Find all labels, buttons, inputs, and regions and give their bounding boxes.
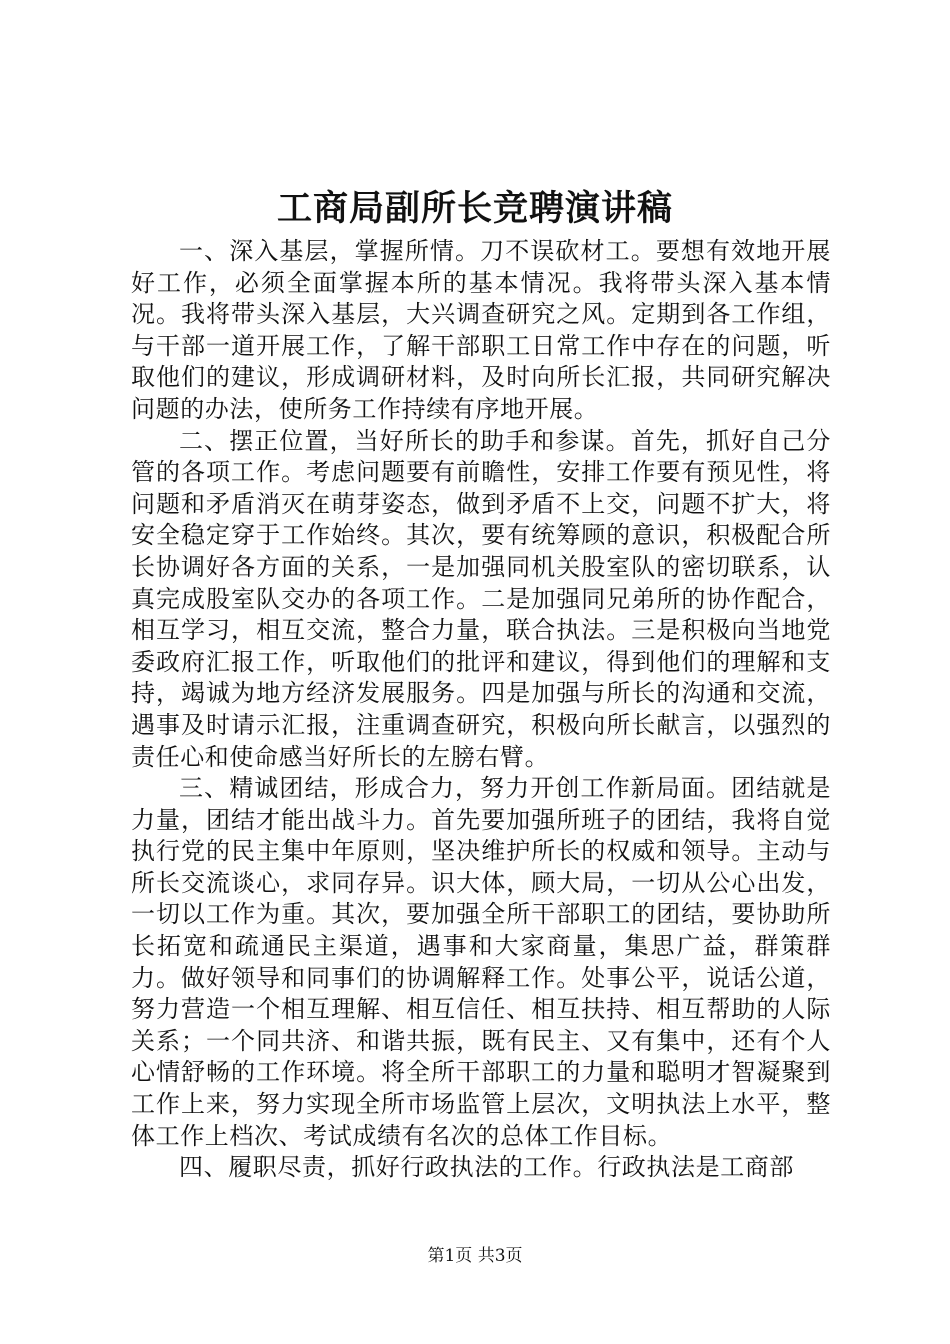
paragraph-1: 一、深入基层，掌握所情。刀不误砍材工。要想有效地开展好工作，必须全面掌握本所的基本情况。我将带头深入基本情况。我将带头深入基层，大兴调查研究之风。定期到各工作组，与干部一道开展工作，了解干部职工日常工作中存在的问题，听取他们的建议，形成调研材料，及时向所长汇报，共同研究解决问题的办法，使所务工作持续有序地开展。: [131, 237, 831, 423]
document-title: 工商局副所长竞聘演讲稿: [276, 188, 673, 229]
document-body: [131, 236, 831, 1184]
paragraph-4: 四、履职尽责，抓好行政执法的工作。行政执法是工商部: [179, 1153, 794, 1182]
paragraph-3: 三、精诚团结，形成合力，努力开创工作新局面。团结就是力量，团结才能出战斗力。首先要加强所班子的团结，我将自觉执行党的民主集中年原则，坚决维护所长的权威和领导。主动与所长交流谈心，求同存异。识大体，顾大局，一切从公心出发，一切以工作为重。其次，要加强全所干部职工的团结，要协助所长拓宽和疏通民主渠道，遇事和大家商量，集思广益，群策群力。做好领导和同事们的协调解释工作。处事公平，说话公道，努力营造一个相互理解、相互信任、相互扶持、相互帮助的人际关系；一个同共济、和谐共振，既有民主、又有集中，还有个人心情舒畅的工作环境。将全所干部职工的力量和聪明才智凝聚到工作上来，努力实现全所市场监管上层次，文明执法上水平，整体工作上档次、考试成绩有名次的总体工作目标。: [131, 774, 831, 1150]
page-number-footer: 第1页 共3页: [427, 1246, 523, 1266]
paragraph-2: 二、摆正位置，当好所长的助手和参谋。首先，抓好自己分管的各项工作。考虑问题要有前瞻性，安排工作要有预见性，将问题和矛盾消灭在萌芽姿态，做到矛盾不上交，问题不扩大，将安全稳定穿于工作始终。其次，要有统筹顾的意识，积极配合所长协调好各方面的关系，一是加强同机关股室队的密切联系，认真完成股室队交办的各项工作。二是加强同兄弟所的协作配合，相互学习，相互交流，整合力量，联合执法。三是积极向当地党委政府汇报工作，听取他们的批评和建议，得到他们的理解和支持，竭诚为地方经济发展服务。四是加强与所长的沟通和交流，遇事及时请示汇报，注重调查研究，积极向所长献言，以强烈的责任心和使命感当好所长的左膀右臂。: [131, 426, 831, 771]
